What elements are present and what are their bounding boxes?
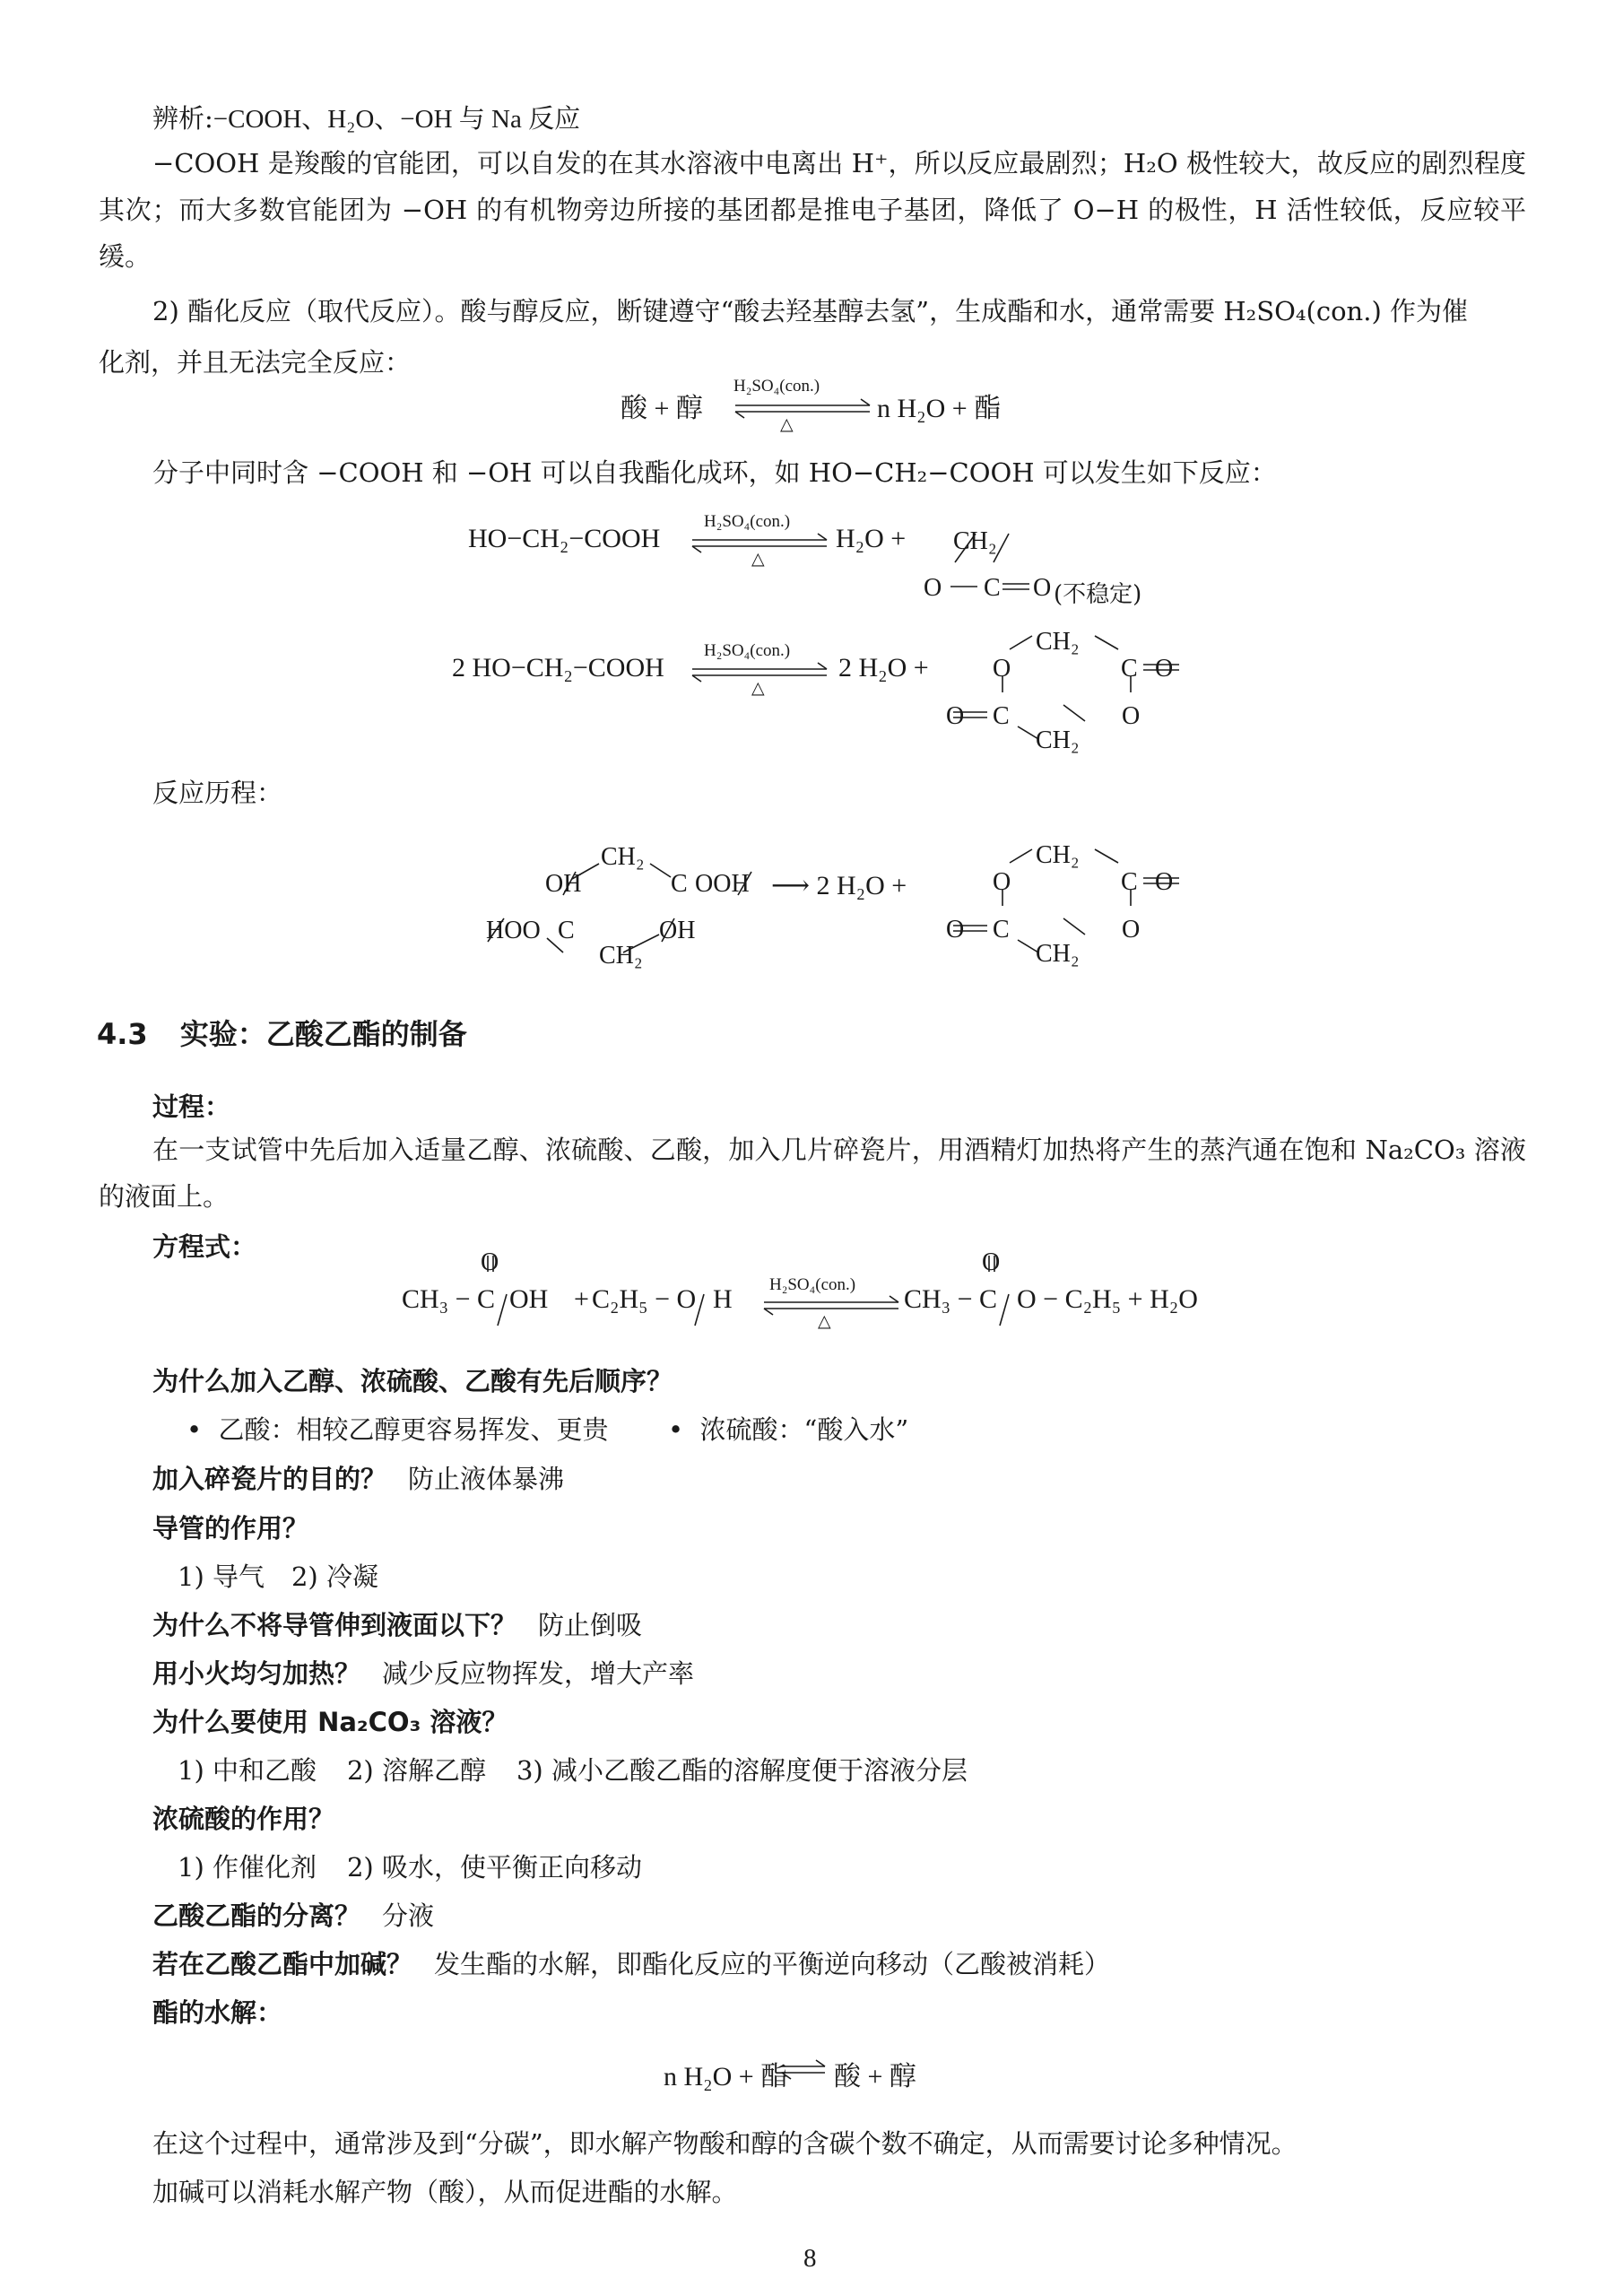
ring1-o-right: O xyxy=(1122,702,1141,730)
q-separation: 乙酸乙酯的分离？ 分液 xyxy=(152,1900,435,1931)
closing-line-2: 加碱可以消耗水解产物（酸），从而促进酯的水解。 xyxy=(152,2177,738,2207)
bullet-acetic: • 乙酸：相较乙醇更容易挥发、更贵 xyxy=(187,1414,609,1445)
q-add-base: 若在乙酸乙酯中加碱？ 发生酯的水解，即酯化反应的平衡逆向移动（乙酸被消耗） xyxy=(152,1949,1111,1979)
mech-c-top: C xyxy=(671,870,688,898)
rx1-left: HO−CH₂−COOH xyxy=(468,524,661,553)
lactone-ch2: CH₂ xyxy=(953,527,997,555)
eq-catalyst: H₂SO₄(con.) xyxy=(769,1275,856,1294)
eq-alcohol-h: H xyxy=(713,1284,733,1314)
ring2-c-right: C xyxy=(1121,868,1138,896)
eq-plus: + xyxy=(574,1284,589,1314)
eq-alcohol: C₂H₅ − O xyxy=(592,1284,697,1314)
rx2-heat: △ xyxy=(751,679,765,698)
ring2-exo-o-right: O xyxy=(1155,868,1174,896)
equation-label: 方程式： xyxy=(152,1231,257,1262)
acid-carbonyl-o: O xyxy=(481,1248,499,1276)
ring2-ch2-top: CH₂ xyxy=(1036,841,1080,869)
hydrolysis-right: 酸 + 醇 xyxy=(834,2062,916,2092)
q-porcelain: 加入碎瓷片的目的？ 防止液体暴沸 xyxy=(152,1464,565,1494)
lactone-c: C xyxy=(984,574,1001,602)
list-pipe: 1) 导气 2) 冷凝 xyxy=(178,1561,378,1592)
eq-heat: △ xyxy=(818,1312,831,1331)
mech-ch2-bottom: CH₂ xyxy=(599,942,643,970)
q-pipe: 导管的作用？ xyxy=(152,1513,309,1544)
ring2-o-left: O xyxy=(993,868,1011,896)
q-hydrolysis: 酯的水解： xyxy=(152,1997,283,2028)
lactone-ring-o: O xyxy=(924,574,942,602)
ring1-c-right: C xyxy=(1121,655,1138,683)
eq1-left: 酸 + 醇 xyxy=(621,394,703,423)
process-label: 过程： xyxy=(152,1091,231,1122)
analysis-topic: −COOH、H₂O、−OH 与 Na 反应 xyxy=(213,105,581,134)
mech-product: ⟶ 2 H₂O + xyxy=(771,871,907,900)
rx1-catalyst: H₂SO₄(con.) xyxy=(704,512,791,531)
analysis-title xyxy=(152,99,580,135)
ring1-exo-o-left: O xyxy=(946,702,965,730)
list-na2co3: 1) 中和乙酸 2) 溶解乙醇 3) 减小乙酸乙酯的溶解度便于溶液分层 xyxy=(178,1755,968,1786)
mech-ch2-top: CH₂ xyxy=(601,843,645,871)
eq-ester-1: CH₃ − C xyxy=(904,1284,998,1314)
esterification-line-1: 2) 酯化反应（取代反应）。酸与醇反应，断键遵守“酸去羟基醇去氢”，生成酯和水，通常需要 H₂SO₄(con.) 作为催 xyxy=(152,296,1468,326)
rx1-right: H₂O + xyxy=(836,524,907,553)
ring1-exo-o-right: O xyxy=(1155,655,1174,683)
equilibrium-arrow-1 xyxy=(735,399,870,418)
analysis-label: 辨析: xyxy=(152,103,213,134)
mech-ooh: OOH xyxy=(695,870,750,898)
equilibrium-arrow-4 xyxy=(764,1296,898,1315)
ring1-ch2-top: CH₂ xyxy=(1036,628,1080,656)
analysis-body: −COOH 是羧酸的官能团，可以自发的在其水溶液中电离出 H⁺，所以反应最剧烈；H₂O 极性较大，故反应的剧烈程度其次；而大多数官能团为 −OH 的有机物旁边所接的基团都是推电子基团，降低了 O−H 的极性，H 活性较低，反应较平缓。 xyxy=(99,148,1526,272)
eq-ester-2: O − C₂H₅ + H₂O xyxy=(1017,1284,1198,1314)
list-sulfuric: 1) 作催化剂 2) 吸水，使平衡正向移动 xyxy=(178,1852,642,1883)
lactone-exo-o: O xyxy=(1033,574,1052,602)
q-order: 为什么加入乙醇、浓硫酸、乙酸有先后顺序？ xyxy=(152,1366,673,1396)
mech-c-bottom: C xyxy=(558,917,575,944)
closing-line-1: 在这个过程中，通常涉及到“分碳”，即水解产物酸和醇的含碳个数不确定，从而需要讨论多种情况。 xyxy=(152,2128,1298,2159)
q-below-surface: 为什么不将导管伸到液面以下？ 防止倒吸 xyxy=(152,1610,643,1640)
section-title: 实验：乙酸乙酯的制备 xyxy=(179,1017,467,1051)
eq1-right: n H₂O + 酯 xyxy=(877,394,1002,423)
rx2-right: 2 H₂O + xyxy=(838,653,929,683)
unstable-note: (不稳定) xyxy=(1054,581,1142,608)
section-number: 4.3 xyxy=(97,1017,148,1051)
mech-hoo: HOO xyxy=(486,917,541,944)
eq-acid-oh: OH xyxy=(509,1284,549,1314)
rx1-heat: △ xyxy=(751,550,765,569)
bullet-sulfuric: • 浓硫酸：“酸入水” xyxy=(668,1414,909,1445)
eq-acid: CH₃ − C xyxy=(402,1284,496,1314)
process-text: 在一支试管中先后加入适量乙醇、浓硫酸、乙酸，加入几片碎瓷片，用酒精灯加热将产生的蒸汽通在饱和 Na₂CO₃ 溶液的液面上。 xyxy=(99,1135,1526,1212)
ring1-ch2-bottom: CH₂ xyxy=(1036,726,1080,754)
q-na2co3: 为什么要使用 Na₂CO₃ 溶液？ xyxy=(152,1707,508,1737)
mech-oh-top: OH xyxy=(545,870,582,898)
ring2-o-right: O xyxy=(1122,916,1141,944)
mechanism-heading: 反应历程： xyxy=(152,778,283,808)
rx2-left: 2 HO−CH₂−COOH xyxy=(452,653,664,683)
eq1-heat: △ xyxy=(780,415,794,434)
section-heading xyxy=(97,1012,467,1053)
ring1-o-left: O xyxy=(993,655,1011,683)
esterification-line-2: 化剂，并且无法完全反应： xyxy=(99,347,412,378)
eq1-catalyst: H₂SO₄(con.) xyxy=(733,377,820,396)
mech-oh-bottom: OH xyxy=(659,917,696,944)
hydrolysis-left: n H₂O + 酯 xyxy=(664,2062,788,2092)
ester-carbonyl-o: O xyxy=(982,1248,1001,1276)
self-esterification-intro: 分子中同时含 −COOH 和 −OH 可以自我酯化成环，如 HO−CH₂−COOH 可以发生如下反应： xyxy=(152,457,1277,488)
q-sulfuric: 浓硫酸的作用？ xyxy=(152,1804,335,1834)
ring2-exo-o-left: O xyxy=(946,916,965,944)
rx2-catalyst: H₂SO₄(con.) xyxy=(704,641,791,660)
page-number: 8 xyxy=(803,2244,817,2273)
ring2-ch2-bottom: CH₂ xyxy=(1036,940,1080,968)
ring1-c-left: C xyxy=(993,702,1010,730)
ring2-c-left: C xyxy=(993,916,1010,944)
q-gentle-heat: 用小火均匀加热？ 减少反应物挥发，增大产率 xyxy=(152,1658,695,1689)
